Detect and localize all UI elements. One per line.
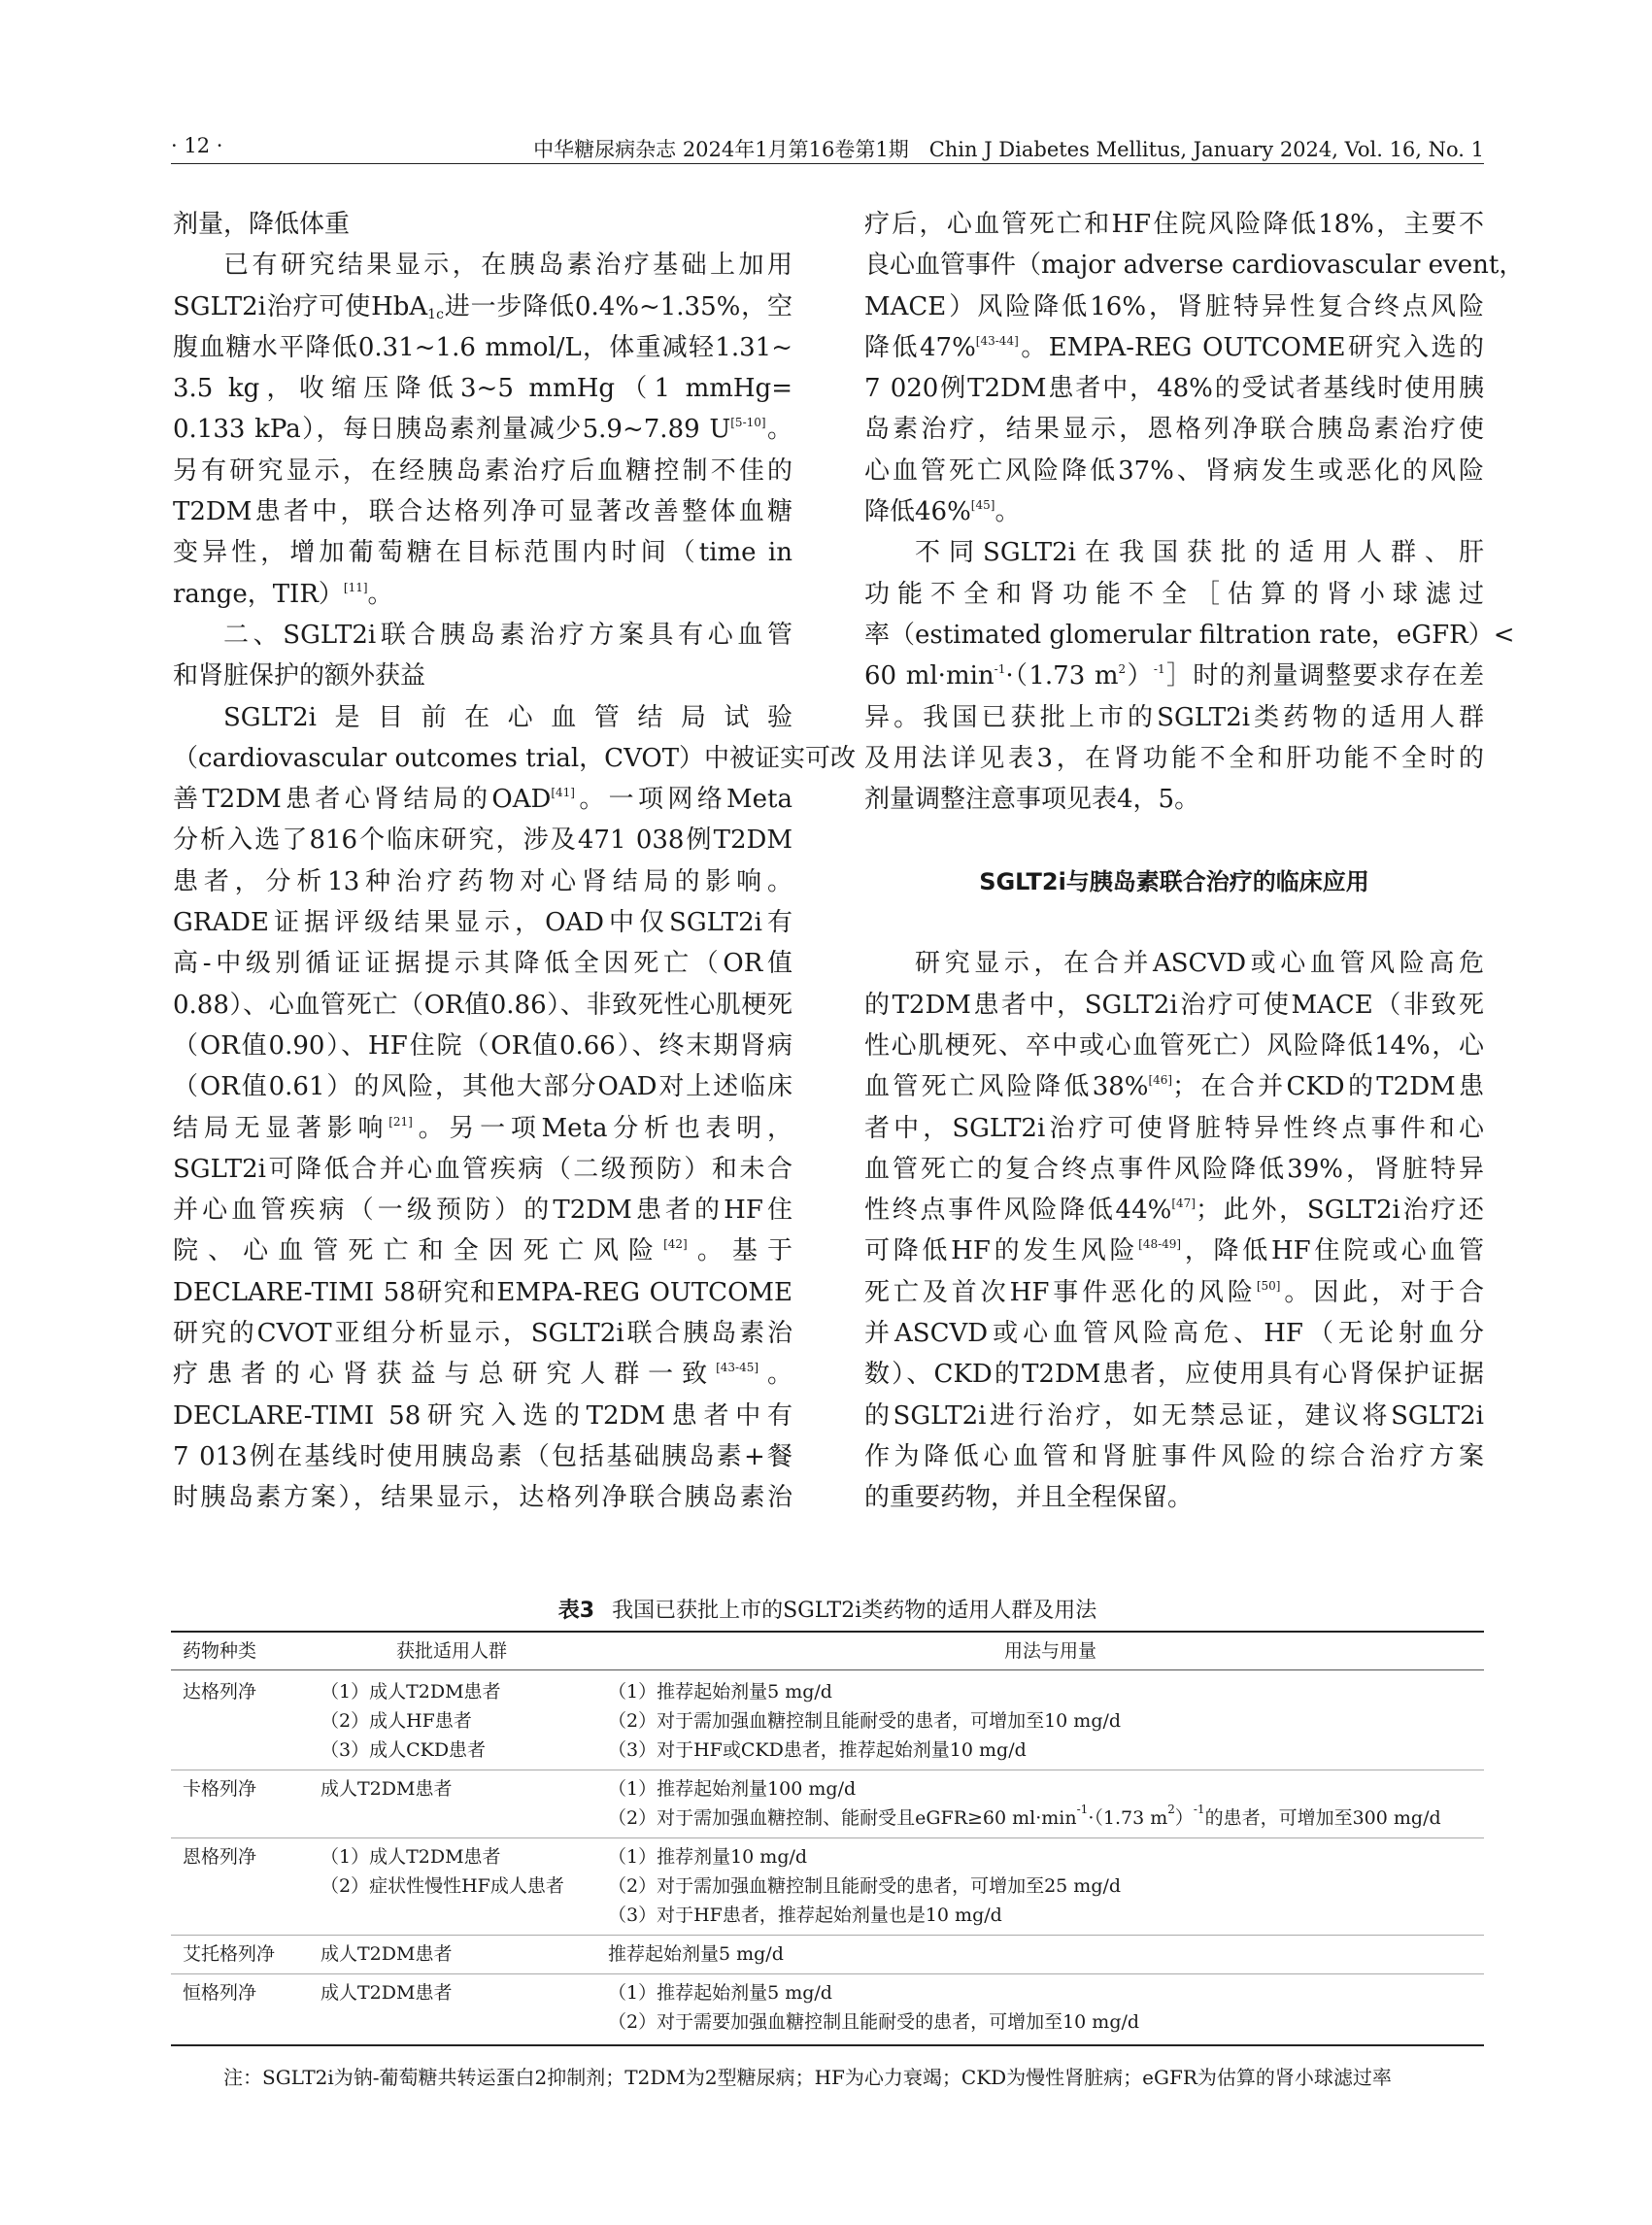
text-line: 不同SGLT2i在我国获批的适用人群、肝 <box>915 538 1484 568</box>
table-cell-usage: （2）对于需加强血糖控制、能耐受且eGFR≥60 $ml\cdot\min^{-1}\cdot(1.73$ $m^2)^{-1}$的患者，可增加至300 mg/d <box>608 1803 1441 1829</box>
table-caption <box>171 1594 1484 1624</box>
text-line: DECLARE-TIMI 58研究入选的T2DM患者中有 <box>173 1400 792 1431</box>
text-line: 变异性，增加葡萄糖在目标范围内时间（time in <box>173 538 792 568</box>
text-line: 善T2DM患者心肾结局的OAD[41]。一项网络Meta <box>173 785 792 815</box>
right-column <box>864 204 1525 1519</box>
text-line: 7 013例在基线时使用胰岛素（包括基础胰岛素+餐 <box>173 1441 792 1471</box>
table-cell-population: （2）症状性慢性HF成人患者 <box>320 1875 564 1897</box>
text-line: 作为降低心血管和肾脏事件风险的综合治疗方案 <box>864 1441 1484 1471</box>
table-cell-drug: 达格列净 <box>183 1681 257 1702</box>
table-cell-population: （1）成人T2DM患者 <box>320 1681 501 1702</box>
text-line: 及用法详见表3，在肾功能不全和肝功能不全时的 <box>864 743 1484 773</box>
table-label: 表3 <box>557 1599 595 1623</box>
text-line: 研究显示，在合并ASCVD或心血管风险高危 <box>915 949 1484 979</box>
row-separator <box>171 1935 1484 1936</box>
text-line: 良心血管事件（major adverse cardiovascular event， <box>864 251 1525 281</box>
table-cell-usage: （2）对于需加强血糖控制且能耐受的患者，可增加至25 mg/d <box>608 1875 1122 1897</box>
table-cell-population: （1）成人T2DM患者 <box>320 1846 501 1868</box>
table-cell-drug: 艾托格列净 <box>183 1943 276 1965</box>
text-line: 另有研究显示，在经胰岛素治疗后血糖控制不佳的 <box>173 455 792 486</box>
text-line: 已有研究结果显示，在胰岛素治疗基础上加用 <box>223 251 792 281</box>
text-line: 血管死亡的复合终点事件风险降低39%，肾脏特异 <box>864 1154 1484 1184</box>
text-line: 率（estimated glomerular filtration rate，eGFR）< <box>864 620 1515 650</box>
table-cell-usage: 推荐起始剂量5 mg/d <box>608 1943 784 1965</box>
table-cell-usage: （1）推荐剂量10 mg/d <box>608 1846 808 1868</box>
text-line: 分析入选了816个临床研究，涉及471 038例T2DM <box>173 826 792 856</box>
header-drug: 药物种类 <box>183 1640 257 1662</box>
spacer <box>864 820 1484 860</box>
table-cell-usage: （3）对于HF或CKD患者，推荐起始剂量10 mg/d <box>608 1739 1027 1761</box>
table-cell-population: 成人T2DM患者 <box>320 1943 453 1965</box>
text-line: 7 020例T2DM患者中，48%的受试者基线时使用胰 <box>864 374 1484 404</box>
text-line: 降低46%[45]。 <box>864 497 1021 527</box>
text-line: 岛素治疗，结果显示，恩格列净联合胰岛素治疗使 <box>864 415 1484 445</box>
text-line: 0.88）、心血管死亡（OR值0.86）、非致死性心肌梗死 <box>173 990 792 1020</box>
text-line: 性终点事件风险降低44%[47]；此外，SGLT2i治疗还 <box>864 1196 1484 1226</box>
row-separator <box>171 1973 1484 1974</box>
text-line: 剂量调整注意事项见表4，5。 <box>864 785 1200 815</box>
row-separator <box>171 1837 1484 1838</box>
table-title: 我国已获批上市的SGLT2i类药物的适用人群及用法 <box>612 1599 1097 1623</box>
text-line: 60 $ml\cdot\min^{-1}\cdot(1.73$ $m^2)^{-1}]$时的剂量调整要求存在差 <box>864 661 1484 691</box>
header-population: 获批适用人群 <box>396 1640 508 1662</box>
table-bottom-rule <box>171 2044 1484 2046</box>
table-cell-population: 成人T2DM患者 <box>320 1778 453 1800</box>
text-line: （cardiovascular outcomes trial，CVOT）中被证实可改 <box>173 743 857 773</box>
header-rule <box>171 163 1484 164</box>
text-line: 结局无显著影响[21]。另一项Meta分析也表明， <box>173 1113 792 1143</box>
text-line: 剂量，降低体重 <box>173 210 351 239</box>
text-line: 可降低HF的发生风险[48-49]，降低HF住院或心血管 <box>864 1236 1484 1266</box>
table-cell-drug: 卡格列净 <box>183 1778 257 1800</box>
text-line: 性心肌梗死、卒中或心血管死亡）风险降低14%，心 <box>864 1030 1484 1061</box>
text-line: 腹血糖水平降低0.31~1.6 mmol/L，体重减轻1.31~ <box>173 332 792 362</box>
text-line: 降低47%[43-44]。EMPA-REG OUTCOME研究入选的 <box>864 332 1484 362</box>
text-line: DECLARE-TIMI 58研究和EMPA-REG OUTCOME <box>173 1277 792 1307</box>
text-line: MACE）风险降低16%，肾脏特异性复合终点风险 <box>864 291 1484 321</box>
table-cell-usage: （1）推荐起始剂量5 mg/d <box>608 1681 832 1702</box>
table-cell-usage: （3）对于HF患者，推荐起始剂量也是10 mg/d <box>608 1905 1002 1926</box>
text-line: 血管死亡风险降低38%[46]；在合并CKD的T2DM患 <box>864 1072 1484 1102</box>
page-number: · 12 · <box>171 134 223 157</box>
text-line: （OR值0.61）的风险，其他大部分OAD对上述临床 <box>173 1072 792 1102</box>
table-top-rule <box>171 1631 1484 1633</box>
text-line: 的SGLT2i进行治疗，如无禁忌证，建议将SGLT2i <box>864 1400 1484 1431</box>
journal-citation: 中华糖尿病杂志 2024年1月第16卷第1期 Chin J Diabetes Mellitus, January 2024, Vol. 16, No. 1 <box>533 138 1484 161</box>
section-heading: 二、SGLT2i联合胰岛素治疗方案具有心血管 <box>223 620 792 650</box>
table-cell-usage: （2）对于需要加强血糖控制且能耐受的患者，可增加至10 mg/d <box>608 2011 1140 2033</box>
section-heading: 和肾脏保护的额外获益 <box>173 661 426 691</box>
text-line: range，TIR）[11]。 <box>173 579 393 609</box>
text-line: 0.133 kPa），每日胰岛素剂量减少5.9~7.89 U[5-10]。 <box>173 415 792 445</box>
text-line: 的重要药物，并且全程保留。 <box>864 1483 1194 1513</box>
text-line: 者中，SGLT2i治疗可使肾脏特异性终点事件和心 <box>864 1113 1484 1143</box>
text-line: 研究的CVOT亚组分析显示，SGLT2i联合胰岛素治 <box>173 1319 792 1349</box>
table-cell-drug: 恩格列净 <box>183 1846 257 1868</box>
text-line: SGLT2i是目前在心血管结局试验 <box>223 702 792 732</box>
text-line: 心血管死亡风险降低37%、肾病发生或恶化的风险 <box>864 455 1484 486</box>
text-line: 数）、CKD的T2DM患者，应使用具有心肾保护证据 <box>864 1360 1484 1390</box>
text-line: 的T2DM患者中，SGLT2i治疗可使MACE（非致死 <box>864 990 1484 1020</box>
table-cell-usage: （2）对于需加强血糖控制且能耐受的患者，可增加至10 mg/d <box>608 1710 1122 1732</box>
table-note: 注：SGLT2i为钠-葡萄糖共转运蛋白2抑制剂；T2DM为2型糖尿病；HF为心力衰竭；CKD为慢性肾脏病；eGFR为估算的肾小球滤过率 <box>223 2066 1392 2089</box>
text-line: 死亡及首次HF事件恶化的风险[50]。因此，对于合 <box>864 1277 1484 1307</box>
text-line: 时胰岛素方案），结果显示，达格列净联合胰岛素治 <box>173 1483 792 1513</box>
text-line: GRADE证据评级结果显示，OAD中仅SGLT2i有 <box>173 908 792 938</box>
text-line: SGLT2i治疗可使HbA$_{1c}$进一步降低0.4%~1.35%，空 <box>173 291 792 322</box>
table-cell-population: （3）成人CKD患者 <box>320 1739 487 1761</box>
text-line: 院、心血管死亡和全因死亡风险[42]。基于 <box>173 1236 792 1266</box>
table-header-rule <box>171 1669 1484 1670</box>
left-column <box>173 204 857 1519</box>
text-line: SGLT2i可降低合并心血管疾病（二级预防）和未合 <box>173 1154 792 1184</box>
text-line: 3.5 kg，收缩压降低3~5 mmHg（1 mmHg= <box>173 374 792 404</box>
text-line: 疗患者的心肾获益与总研究人群一致[43-45]。 <box>173 1360 792 1390</box>
header-usage: 用法与用量 <box>1004 1640 1097 1662</box>
table-cell-usage: （1）推荐起始剂量100 mg/d <box>608 1778 857 1800</box>
spacer <box>864 902 1484 943</box>
text-line: T2DM患者中，联合达格列净可显著改善整体血糖 <box>173 497 792 527</box>
text-line: 并心血管疾病（一级预防）的T2DM患者的HF住 <box>173 1196 792 1226</box>
text-line: 异。我国已获批上市的SGLT2i类药物的适用人群 <box>864 702 1484 732</box>
text-line: 患者，分析13种治疗药物对心肾结局的影响。 <box>173 866 792 896</box>
text-line: （OR值0.90）、HF住院（OR值0.66）、终末期肾病 <box>173 1030 792 1061</box>
table-cell-population: （2）成人HF患者 <box>320 1710 472 1732</box>
text-line: 并ASCVD或心血管风险高危、HF（无论射血分 <box>864 1319 1484 1349</box>
text-line: 高-中级别循证证据提示其降低全因死亡（OR值 <box>173 949 792 979</box>
table-cell-drug: 恒格列净 <box>183 1982 257 2004</box>
text-line: 疗后，心血管死亡和HF住院风险降低18%，主要不 <box>864 210 1484 239</box>
text-line: 功能不全和肾功能不全［估算的肾小球滤过 <box>864 579 1484 609</box>
section-heading: SGLT2i与胰岛素联合治疗的临床应用 <box>979 867 1369 895</box>
table-cell-usage: （1）推荐起始剂量5 mg/d <box>608 1982 832 2004</box>
table-cell-population: 成人T2DM患者 <box>320 1982 453 2004</box>
